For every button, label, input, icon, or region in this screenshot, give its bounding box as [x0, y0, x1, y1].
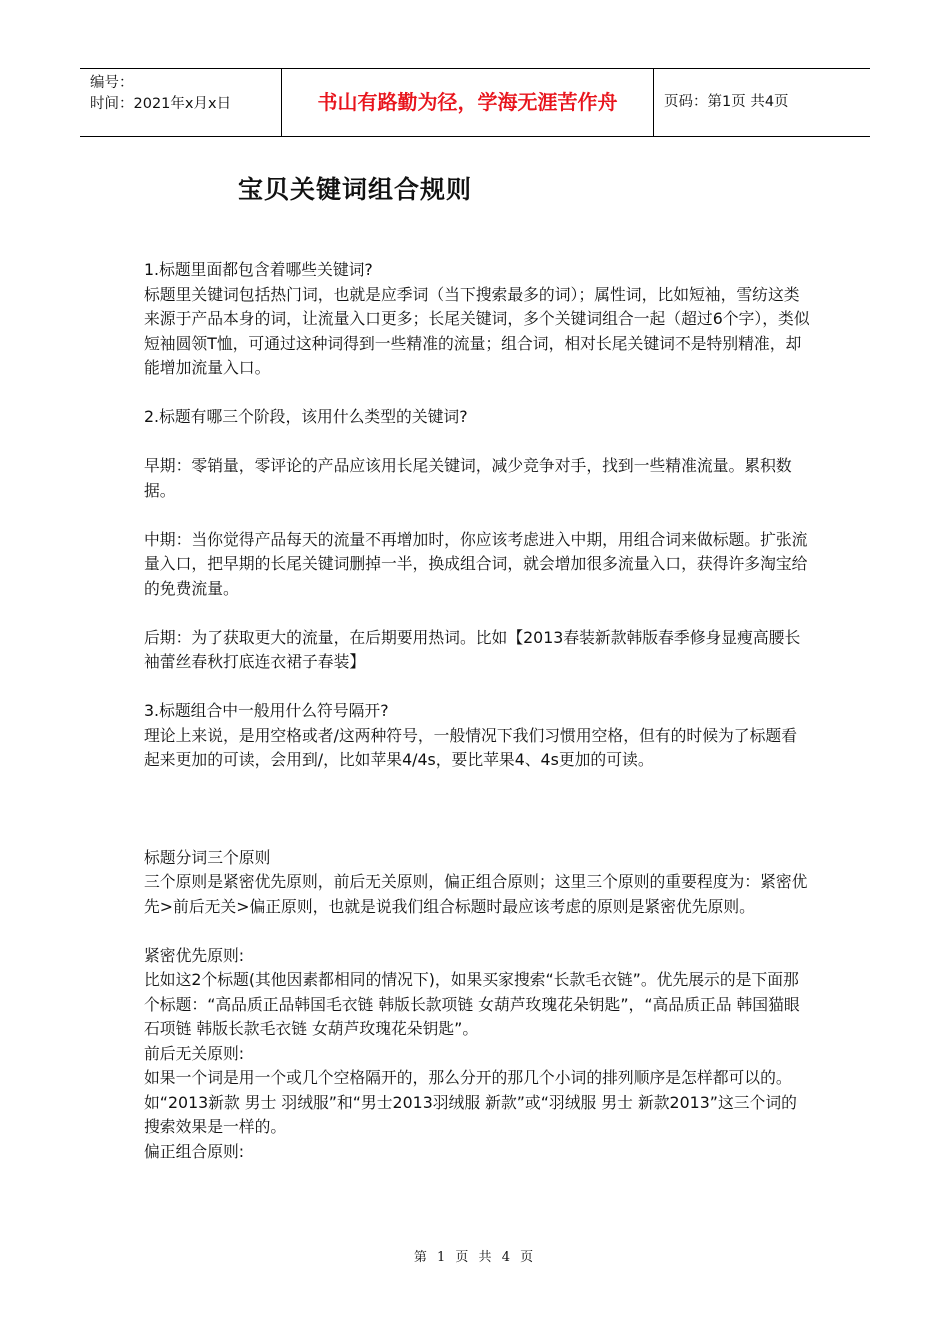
principles-summary: 三个原则是紧密优先原则，前后无关原则，偏正组合原则；这里三个原则的重要程度为：紧密优先>前后无关>偏正原则，也就是说我们组合标题时最应该考虑的原则是紧密优先原则。 [144, 872, 808, 916]
stage-middle: 中期：当你觉得产品每天的流量不再增加时，你应该考虑进入中期，用组合词来做标题。扩张流量入口，把早期的长尾关键词删掉一半，换成组合词，就会增加很多流量入口，获得许多淘宝给的免费流量。 [144, 529, 808, 598]
question-1: 1.标题里面都包含着哪些关键词? [144, 260, 373, 279]
question-2: 2.标题有哪三个阶段，该用什么类型的关键词? [144, 407, 468, 426]
answer-3: 理论上来说，是用空格或者/这两种符号，一般情况下我们习惯用空格，但有的时候为了标题看起来更加的可读，会用到/，比如苹果4/4s，要比苹果4、4s更加的可读。 [144, 725, 797, 769]
principle-tight-heading: 紧密优先原则: [144, 945, 245, 965]
principle-order-text: 如果一个词是用一个或几个空格隔开的，那么分开的那几个小词的排列顺序是怎样都可以的。如“2013新款 男士 羽绒服”和“男士2013羽绒服 新款”或“羽绒服 男士 新款2013”这三个词的搜索效果是一样的。 [144, 1068, 797, 1136]
stage-late: 后期：为了获取更大的流量，在后期要用热词。比如【2013春装新款韩版春季修身显瘦高腰长袖蕾丝春秋打底连衣裙子春装】 [144, 627, 801, 671]
header-motto: 书山有路勤为径，学海无涯苦作舟 [282, 69, 654, 136]
page-header [80, 68, 870, 137]
stage-early: 早期：零销量，零评论的产品应该用长尾关键词，减少竞争对手，找到一些精准流量。累积数据。 [144, 456, 792, 500]
principle-modifier-heading: 偏正组合原则: [144, 1141, 245, 1161]
principle-order-heading: 前后无关原则: [144, 1043, 245, 1063]
section-heading-principles: 标题分词三个原则 [144, 847, 271, 867]
header-meta [80, 69, 282, 136]
page-footer: 第 1 页 共 4 页 [413, 1250, 537, 1265]
serial-label: 编号： [90, 75, 134, 91]
answer-1: 标题里关键词包括热门词，也就是应季词（当下搜索最多的词）；属性词，比如短袖，雪纺这类来源于产品本身的词，让流量入口更多；长尾关键词，多个关键词组合一起（超过6个字），类似短袖圆领T恤，可通过这种词得到一些精准的流量；组合词，相对长尾关键词不是特别精准，却能增加流量入口。 [144, 284, 810, 377]
principle-tight-text: 比如这2个标题(其他因素都相同的情况下)，如果买家搜索“长款毛衣链”。优先展示的是下面那个标题：“高品质正品韩国毛衣链 韩版长款项链 女葫芦玫瑰花朵钥匙”，“高品质正品 韩国猫眼石项链 韩版长款毛衣链 女葫芦玫瑰花朵钥匙”。 [144, 970, 800, 1038]
question-3: 3.标题组合中一般用什么符号隔开? [144, 701, 389, 720]
document-title: 宝贝关键词组合规则 [238, 175, 473, 204]
document-body [144, 258, 810, 1164]
header-page-info: 页码：第1页 共4页 [664, 94, 789, 110]
date-label: 时间：2021年x月x日 [90, 96, 232, 112]
